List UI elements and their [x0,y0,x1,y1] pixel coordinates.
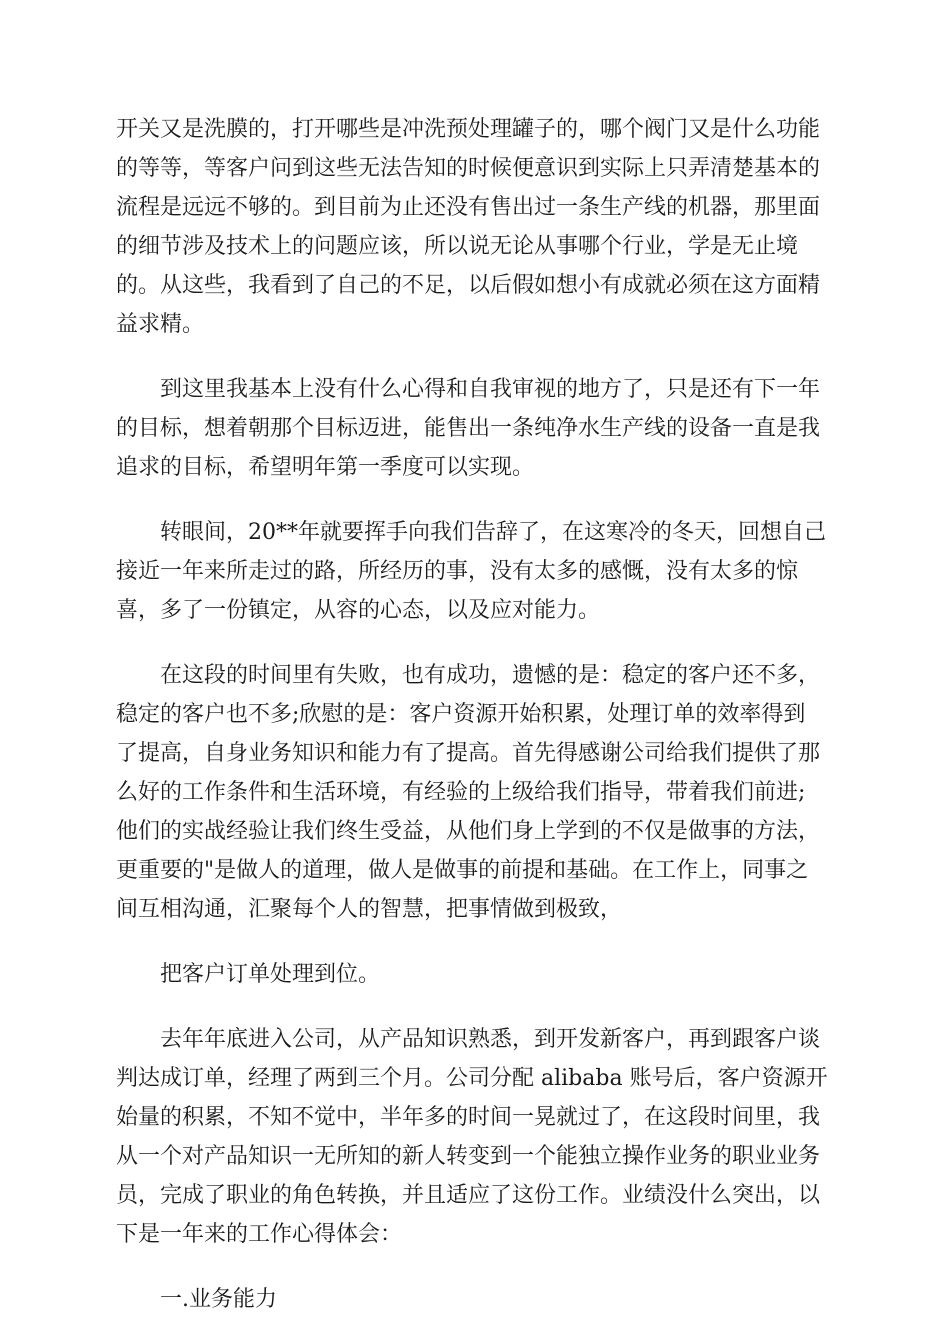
text-line: 的等等，等客户问到这些无法告知的时候便意识到实际上只弄清楚基本的 [116,156,821,181]
text-line: 益求精。 [116,312,205,337]
text-line: 的细节涉及技术上的问题应该，所以说无论从事哪个行业，学是无止境 [116,234,799,259]
text-line: 下是一年来的工作心得体会： [116,1222,403,1247]
paragraph-gap [116,1254,836,1280]
text-line: 间互相沟通，汇聚每个人的智慧，把事情做到极致， [116,897,623,922]
paragraph [116,656,836,929]
text-line: 流程是远远不够的。到目前为止还没有售出过一条生产线的机器，那里面 [116,195,821,220]
text-line: 始量的积累，不知不觉中，半年多的时间一晃就过了，在这段时间里，我 [116,1105,821,1130]
text-line: 从一个对产品知识一无所知的新人转变到一个能独立操作业务的职业业务 [116,1144,821,1169]
text-line: 去年年底进入公司，从产品知识熟悉，到开发新客户，再到跟客户谈 [116,1027,821,1052]
section-heading [116,1280,836,1319]
text-line: 了提高，自身业务知识和能力有了提高。首先得感谢公司给我们提供了那 [116,741,821,766]
text-line: 转眼间，20**年就要挥手向我们告辞了，在这寒冷的冬天，回想自己 [116,520,826,545]
text-line: 的。从这些，我看到了自己的不足，以后假如想小有成就必须在这方面精 [116,273,821,298]
text-line: 一.业务能力 [116,1287,277,1312]
text-line: 稳定的客户也不多;欣慰的是：客户资源开始积累，处理订单的效率得到 [116,702,806,727]
paragraph [116,955,836,994]
text-line: 么好的工作条件和生活环境，有经验的上级给我们指导，带着我们前进; [116,780,806,805]
text-line: 喜，多了一份镇定，从容的心态，以及应对能力。 [116,598,601,623]
paragraph-gap [116,487,836,513]
paragraph-gap [116,929,836,955]
paragraph [116,110,836,344]
text-line: 他们的实战经验让我们终生受益，从他们身上学到的不仅是做事的方法， [116,819,821,844]
text-line: 到这里我基本上没有什么心得和自我审视的地方了，只是还有下一年 [116,377,821,402]
text-line: 更重要的"是做人的道理，做人是做事的前提和基础。在工作上，同事之 [116,858,809,883]
text-line: 在这段的时间里有失败，也有成功，遗憾的是：稳定的客户还不多， [116,663,821,688]
text-line: 追求的目标，希望明年第一季度可以实现。 [116,455,535,480]
paragraph [116,1020,836,1254]
text-line: 开关又是洗膜的，打开哪些是冲洗预处理罐子的，哪个阀门又是什么功能 [116,117,821,142]
paragraph-gap [116,994,836,1020]
paragraph-gap [116,630,836,656]
text-line: 判达成订单，经理了两到三个月。公司分配 alibaba 账号后，客户资源开 [116,1066,828,1091]
paragraph-gap [116,344,836,370]
paragraph [116,370,836,487]
text-line: 的目标，想着朝那个目标迈进，能售出一条纯净水生产线的设备一直是我 [116,416,821,441]
text-line: 把客户订单处理到位。 [116,962,381,987]
document-body [116,110,836,1319]
text-line: 员，完成了职业的角色转换，并且适应了这份工作。业绩没什么突出，以 [116,1183,821,1208]
text-line: 接近一年来所走过的路，所经历的事，没有太多的感慨，没有太多的惊 [116,559,799,584]
paragraph [116,513,836,630]
